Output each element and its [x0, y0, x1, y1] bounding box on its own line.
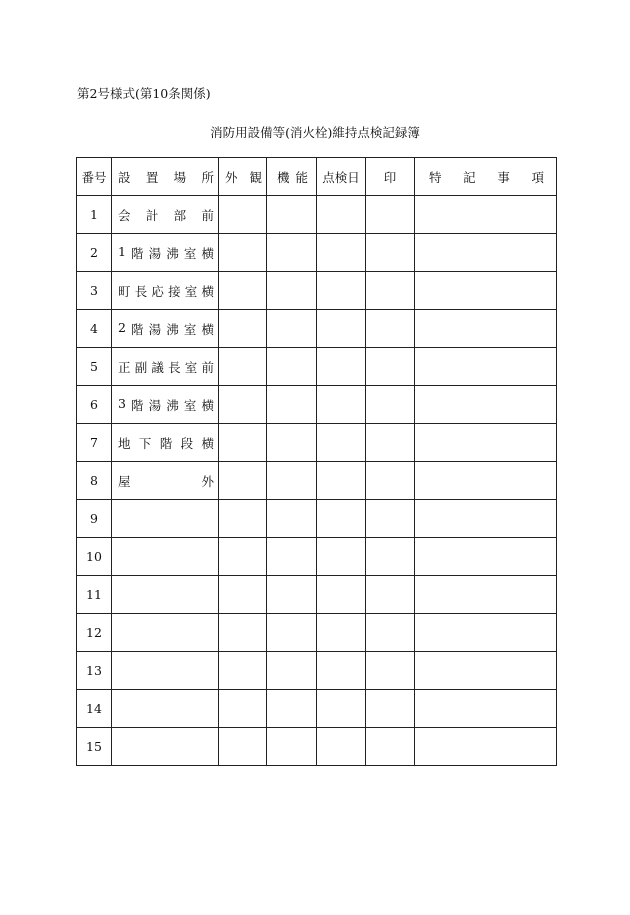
row-remarks-cell[interactable]	[415, 310, 557, 348]
row-seal-cell[interactable]	[366, 424, 415, 462]
row-remarks-cell[interactable]	[415, 196, 557, 234]
row-function-cell[interactable]	[267, 234, 317, 272]
row-seal-cell[interactable]	[366, 538, 415, 576]
row-remarks-cell[interactable]	[415, 386, 557, 424]
table-row	[77, 234, 557, 272]
row-number: 9	[77, 500, 112, 538]
row-number: 14	[77, 690, 112, 728]
header-number: 番号	[77, 158, 112, 196]
row-number: 15	[77, 728, 112, 766]
row-seal-cell[interactable]	[366, 348, 415, 386]
row-number: 6	[77, 386, 112, 424]
row-function-cell[interactable]	[267, 690, 317, 728]
table-row	[77, 652, 557, 690]
row-location[interactable]	[112, 652, 219, 690]
header-row	[77, 158, 557, 196]
row-location[interactable]	[112, 500, 219, 538]
row-number: 1	[77, 196, 112, 234]
row-inspection-date-cell[interactable]	[317, 348, 366, 386]
row-appearance-cell[interactable]	[219, 234, 267, 272]
row-function-cell[interactable]	[267, 500, 317, 538]
table-row	[77, 386, 557, 424]
row-location[interactable]	[112, 690, 219, 728]
row-appearance-cell[interactable]	[219, 576, 267, 614]
row-remarks-cell[interactable]	[415, 462, 557, 500]
row-location[interactable]	[112, 728, 219, 766]
row-remarks-cell[interactable]	[415, 424, 557, 462]
row-seal-cell[interactable]	[366, 462, 415, 500]
table-row	[77, 272, 557, 310]
inspection-record-table	[76, 157, 557, 766]
row-function-cell[interactable]	[267, 424, 317, 462]
row-appearance-cell[interactable]	[219, 538, 267, 576]
row-appearance-cell[interactable]	[219, 310, 267, 348]
row-seal-cell[interactable]	[366, 728, 415, 766]
row-inspection-date-cell[interactable]	[317, 614, 366, 652]
row-location[interactable]: 正 副 議 長 室 前	[112, 348, 219, 386]
row-appearance-cell[interactable]	[219, 614, 267, 652]
row-function-cell[interactable]	[267, 576, 317, 614]
table-row	[77, 462, 557, 500]
row-location[interactable]: 会 計 部 前	[112, 196, 219, 234]
row-function-cell[interactable]	[267, 614, 317, 652]
row-seal-cell[interactable]	[366, 576, 415, 614]
header-location: 設 置 場 所	[112, 158, 219, 196]
row-seal-cell[interactable]	[366, 614, 415, 652]
row-appearance-cell[interactable]	[219, 500, 267, 538]
row-inspection-date-cell[interactable]	[317, 272, 366, 310]
row-inspection-date-cell[interactable]	[317, 424, 366, 462]
row-function-cell[interactable]	[267, 652, 317, 690]
row-function-cell[interactable]	[267, 310, 317, 348]
row-seal-cell[interactable]	[366, 234, 415, 272]
row-location[interactable]: 1 階 湯 沸 室 横	[112, 234, 219, 272]
header-appearance: 外 観	[219, 158, 267, 196]
table-row	[77, 614, 557, 652]
row-inspection-date-cell[interactable]	[317, 576, 366, 614]
row-inspection-date-cell[interactable]	[317, 196, 366, 234]
row-remarks-cell[interactable]	[415, 576, 557, 614]
row-location[interactable]: 町 長 応 接 室 横	[112, 272, 219, 310]
table-row	[77, 500, 557, 538]
row-location[interactable]: 2 階 湯 沸 室 横	[112, 310, 219, 348]
row-appearance-cell[interactable]	[219, 272, 267, 310]
table-row	[77, 310, 557, 348]
row-location[interactable]: 地 下 階 段 横	[112, 424, 219, 462]
document-title: 消防用設備等(消火栓)維持点検記録簿	[210, 125, 420, 140]
row-remarks-cell[interactable]	[415, 234, 557, 272]
row-remarks-cell[interactable]	[415, 272, 557, 310]
row-inspection-date-cell[interactable]	[317, 462, 366, 500]
row-number: 7	[77, 424, 112, 462]
row-seal-cell[interactable]	[366, 310, 415, 348]
row-seal-cell[interactable]	[366, 272, 415, 310]
row-remarks-cell[interactable]	[415, 690, 557, 728]
row-seal-cell[interactable]	[366, 500, 415, 538]
row-number: 4	[77, 310, 112, 348]
row-seal-cell[interactable]	[366, 652, 415, 690]
header-function: 機 能	[267, 158, 317, 196]
row-function-cell[interactable]	[267, 348, 317, 386]
row-inspection-date-cell[interactable]	[317, 310, 366, 348]
row-appearance-cell[interactable]	[219, 652, 267, 690]
row-number: 3	[77, 272, 112, 310]
row-function-cell[interactable]	[267, 538, 317, 576]
row-function-cell[interactable]	[267, 728, 317, 766]
row-function-cell[interactable]	[267, 272, 317, 310]
row-remarks-cell[interactable]	[415, 348, 557, 386]
row-location[interactable]	[112, 576, 219, 614]
row-appearance-cell[interactable]	[219, 690, 267, 728]
row-number: 13	[77, 652, 112, 690]
row-inspection-date-cell[interactable]	[317, 652, 366, 690]
row-appearance-cell[interactable]	[219, 462, 267, 500]
row-number: 2	[77, 234, 112, 272]
form-number: 第2号様式(第10条関係)	[77, 86, 211, 101]
row-location[interactable]	[112, 538, 219, 576]
row-remarks-cell[interactable]	[415, 538, 557, 576]
table-row	[77, 348, 557, 386]
row-number: 11	[77, 576, 112, 614]
row-function-cell[interactable]	[267, 462, 317, 500]
row-inspection-date-cell[interactable]	[317, 386, 366, 424]
row-location[interactable]: 屋 外	[112, 462, 219, 500]
row-number: 10	[77, 538, 112, 576]
row-number: 5	[77, 348, 112, 386]
table-row	[77, 196, 557, 234]
row-function-cell[interactable]	[267, 386, 317, 424]
table-row	[77, 424, 557, 462]
row-inspection-date-cell[interactable]	[317, 728, 366, 766]
row-inspection-date-cell[interactable]	[317, 500, 366, 538]
header-remarks: 特 記 事 項	[415, 158, 557, 196]
row-appearance-cell[interactable]	[219, 386, 267, 424]
row-appearance-cell[interactable]	[219, 348, 267, 386]
header-seal: 印	[366, 158, 415, 196]
row-remarks-cell[interactable]	[415, 728, 557, 766]
row-seal-cell[interactable]	[366, 690, 415, 728]
row-location[interactable]: 3 階 湯 沸 室 横	[112, 386, 219, 424]
header-inspection-date: 点検日	[317, 158, 366, 196]
row-location[interactable]	[112, 614, 219, 652]
table-row	[77, 538, 557, 576]
row-number: 12	[77, 614, 112, 652]
row-remarks-cell[interactable]	[415, 652, 557, 690]
row-inspection-date-cell[interactable]	[317, 690, 366, 728]
row-seal-cell[interactable]	[366, 386, 415, 424]
row-appearance-cell[interactable]	[219, 728, 267, 766]
table-row	[77, 576, 557, 614]
row-function-cell[interactable]	[267, 196, 317, 234]
row-seal-cell[interactable]	[366, 196, 415, 234]
table-row	[77, 690, 557, 728]
row-remarks-cell[interactable]	[415, 614, 557, 652]
row-inspection-date-cell[interactable]	[317, 538, 366, 576]
row-appearance-cell[interactable]	[219, 196, 267, 234]
row-inspection-date-cell[interactable]	[317, 234, 366, 272]
row-remarks-cell[interactable]	[415, 500, 557, 538]
row-appearance-cell[interactable]	[219, 424, 267, 462]
row-number: 8	[77, 462, 112, 500]
table-row	[77, 728, 557, 766]
